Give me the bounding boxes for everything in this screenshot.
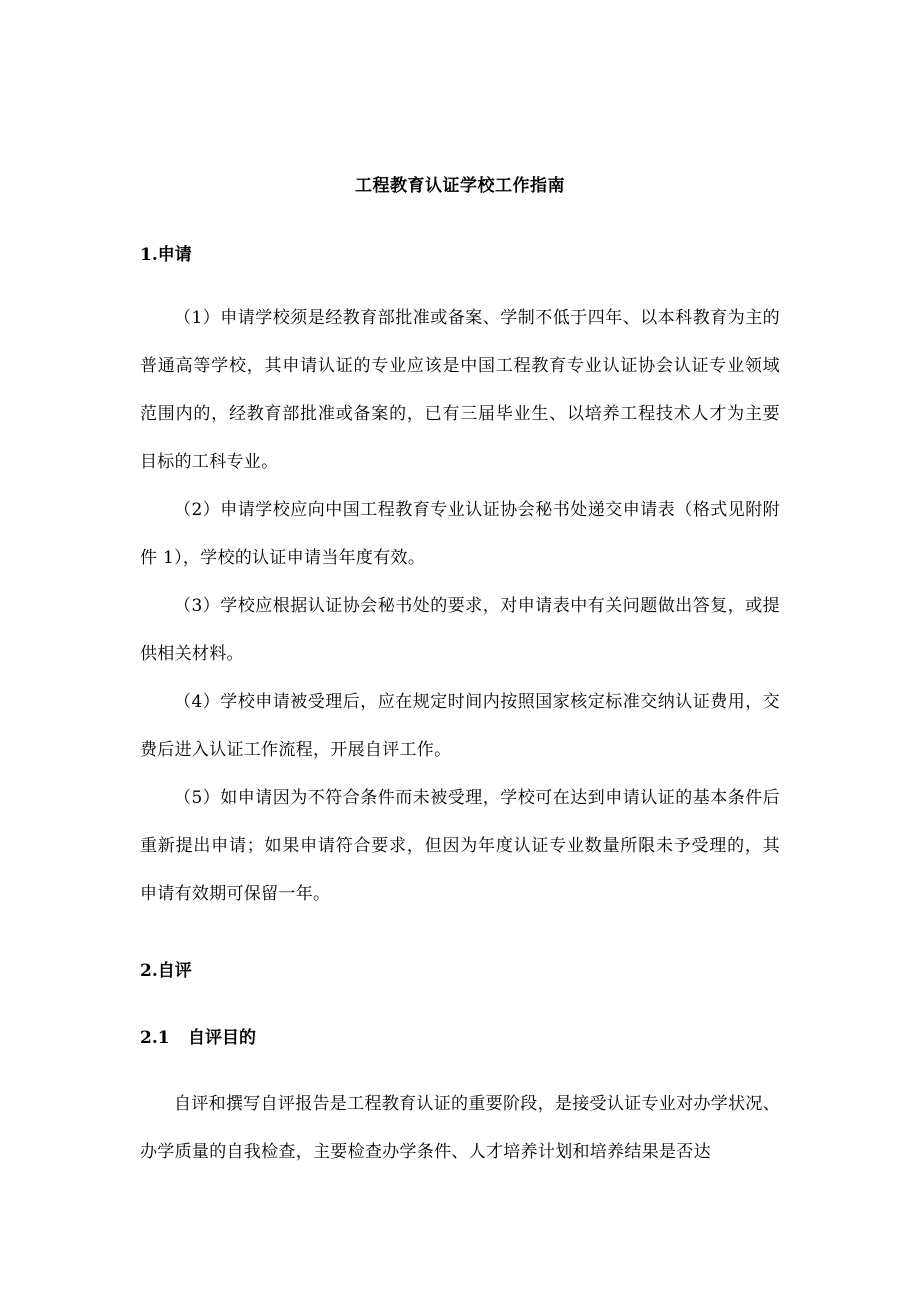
paragraph-apply-2: （2）申请学校应向中国工程教育专业认证协会秘书处递交申请表（格式见附附件 1），学校的认证申请当年度有效。 (140, 500, 780, 568)
paragraph-apply-3: （3）学校应根据认证协会秘书处的要求，对申请表中有关问题做出答复，或提供相关材料。 (140, 596, 780, 664)
subsection-title: 自评目的 (188, 1028, 256, 1048)
section-heading-self-evaluation: 2.自评 (140, 961, 192, 981)
section-heading-apply: 1.申请 (140, 245, 192, 265)
paragraph-self-evaluation-1: 自评和撰写自评报告是工程教育认证的重要阶段，是接受认证专业对办学状况、办学质量的自我检查，主要检查办学条件、人才培养计划和培养结果是否达 (140, 1094, 780, 1162)
section-apply-body (140, 294, 780, 918)
paragraph-apply-5: （5）如申请因为不符合条件而未被受理，学校可在达到申请认证的基本条件后重新提出申请；如果申请符合要求，但因为年度认证专业数量所限未予受理的，其申请有效期可保留一年。 (140, 788, 780, 904)
document-title: 工程教育认证学校工作指南 (355, 176, 565, 196)
subsection-number: 2.1 (140, 1028, 170, 1048)
paragraph-apply-1: （1）申请学校须是经教育部批准或备案、学制不低于四年、以本科教育为主的普通高等学校，其申请认证的专业应该是中国工程教育专业认证协会认证专业领域范围内的，经教育部批准或备案的，已有三届毕业生、以培养工程技术人才为主要目标的工科专业。 (140, 308, 780, 472)
section-self-evaluation-body (140, 1080, 780, 1176)
paragraph-apply-4: （4）学校申请被受理后，应在规定时间内按照国家核定标准交纳认证费用，交费后进入认证工作流程，开展自评工作。 (140, 692, 780, 760)
subsection-heading (140, 1023, 256, 1048)
